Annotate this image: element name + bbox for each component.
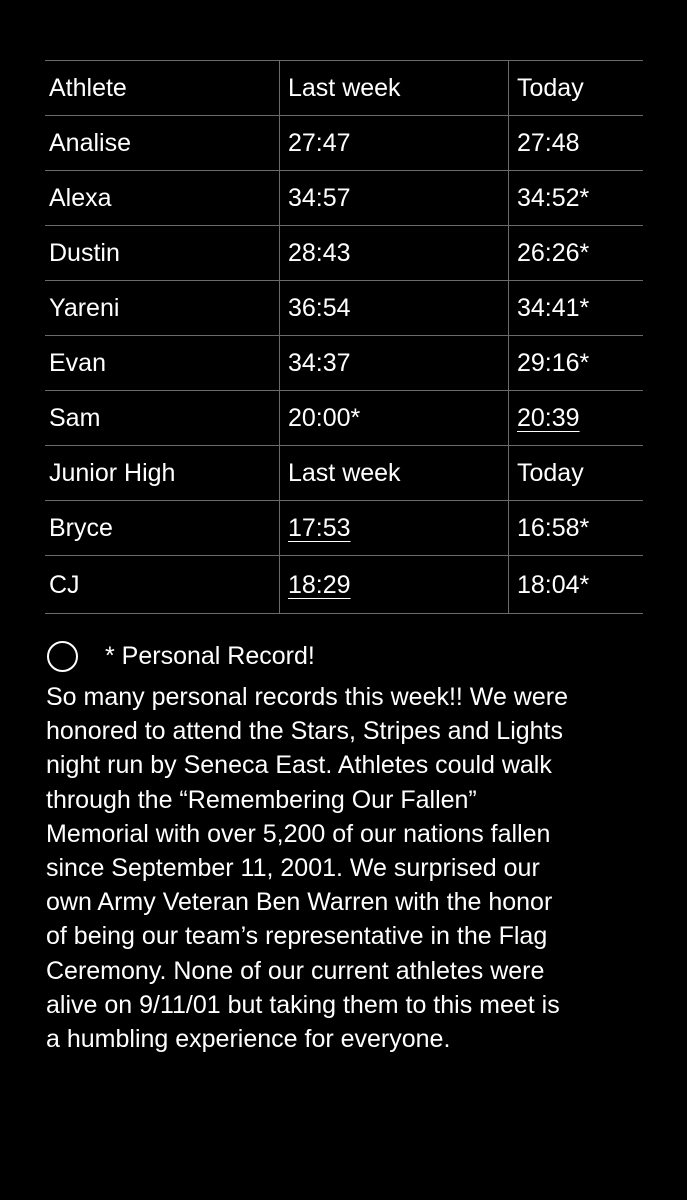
today-time-cell: 27:48 bbox=[509, 116, 644, 171]
table-row bbox=[45, 336, 643, 391]
today-time-cell: 34:41* bbox=[509, 281, 644, 336]
header-cell-today: Today bbox=[509, 61, 644, 116]
table-row bbox=[45, 281, 643, 336]
table-row bbox=[45, 391, 643, 446]
last-week-time-cell bbox=[280, 556, 509, 614]
today-time-cell bbox=[509, 391, 644, 446]
athlete-name-cell: Evan bbox=[45, 336, 280, 391]
athlete-name-cell: Dustin bbox=[45, 226, 280, 281]
note-line: a humbling experience for everyone. bbox=[46, 1025, 451, 1054]
table-row bbox=[45, 556, 643, 614]
note-line: since September 11, 2001. We surprised our bbox=[46, 854, 540, 883]
note-line: night run by Seneca East. Athletes could walk bbox=[46, 751, 552, 780]
last-week-time-cell: 27:47 bbox=[280, 116, 509, 171]
today-time-cell: 29:16* bbox=[509, 336, 644, 391]
table-row bbox=[45, 501, 643, 556]
last-week-time-cell: 20:00* bbox=[280, 391, 509, 446]
header-cell-last-week: Last week bbox=[280, 61, 509, 116]
header-cell-athlete: Athlete bbox=[45, 61, 280, 116]
unchecked-circle-icon[interactable] bbox=[47, 641, 78, 672]
athlete-name-cell: Yareni bbox=[45, 281, 280, 336]
note-line: So many personal records this week!! We were bbox=[46, 683, 568, 711]
table-subheader-row bbox=[45, 446, 643, 501]
checklist-item[interactable] bbox=[47, 638, 315, 674]
results-table[interactable] bbox=[45, 60, 643, 614]
athlete-name-cell: Alexa bbox=[45, 171, 280, 226]
checklist-item-label: * Personal Record! bbox=[105, 641, 315, 670]
athlete-name-cell: Sam bbox=[45, 391, 280, 446]
note-line: Memorial with over 5,200 of our nations fallen bbox=[46, 819, 551, 848]
note-line: alive on 9/11/01 but taking them to this meet is bbox=[46, 990, 560, 1019]
note-line: Ceremony. None of our current athletes were bbox=[46, 956, 545, 985]
subheader-cell-junior-high: Junior High bbox=[45, 446, 280, 501]
underlined-time: 20:39 bbox=[517, 404, 580, 432]
table-row bbox=[45, 226, 643, 281]
note-line: own Army Veteran Ben Warren with the honor bbox=[46, 888, 553, 917]
underlined-time: 17:53 bbox=[288, 514, 351, 542]
note-body-text[interactable] bbox=[46, 680, 656, 1056]
subheader-cell-last-week: Last week bbox=[280, 446, 509, 501]
subheader-cell-today: Today bbox=[509, 446, 644, 501]
today-time-cell: 34:52* bbox=[509, 171, 644, 226]
last-week-time-cell bbox=[280, 501, 509, 556]
athlete-name-cell: CJ bbox=[45, 556, 280, 614]
table-row bbox=[45, 171, 643, 226]
athlete-name-cell: Analise bbox=[45, 116, 280, 171]
today-time-cell: 18:04* bbox=[509, 556, 644, 614]
last-week-time-cell: 34:37 bbox=[280, 336, 509, 391]
note-line: honored to attend the Stars, Stripes and Lights bbox=[46, 717, 564, 746]
today-time-cell: 16:58* bbox=[509, 501, 644, 556]
table-header-row bbox=[45, 61, 643, 116]
table-row bbox=[45, 116, 643, 171]
last-week-time-cell: 28:43 bbox=[280, 226, 509, 281]
today-time-cell: 26:26* bbox=[509, 226, 644, 281]
underlined-time: 18:29 bbox=[288, 570, 351, 599]
last-week-time-cell: 34:57 bbox=[280, 171, 509, 226]
last-week-time-cell: 36:54 bbox=[280, 281, 509, 336]
note-line: of being our team’s representative in the Flag bbox=[46, 922, 548, 951]
note-line: through the “Remembering Our Fallen” bbox=[46, 785, 477, 814]
athlete-name-cell: Bryce bbox=[45, 501, 280, 556]
